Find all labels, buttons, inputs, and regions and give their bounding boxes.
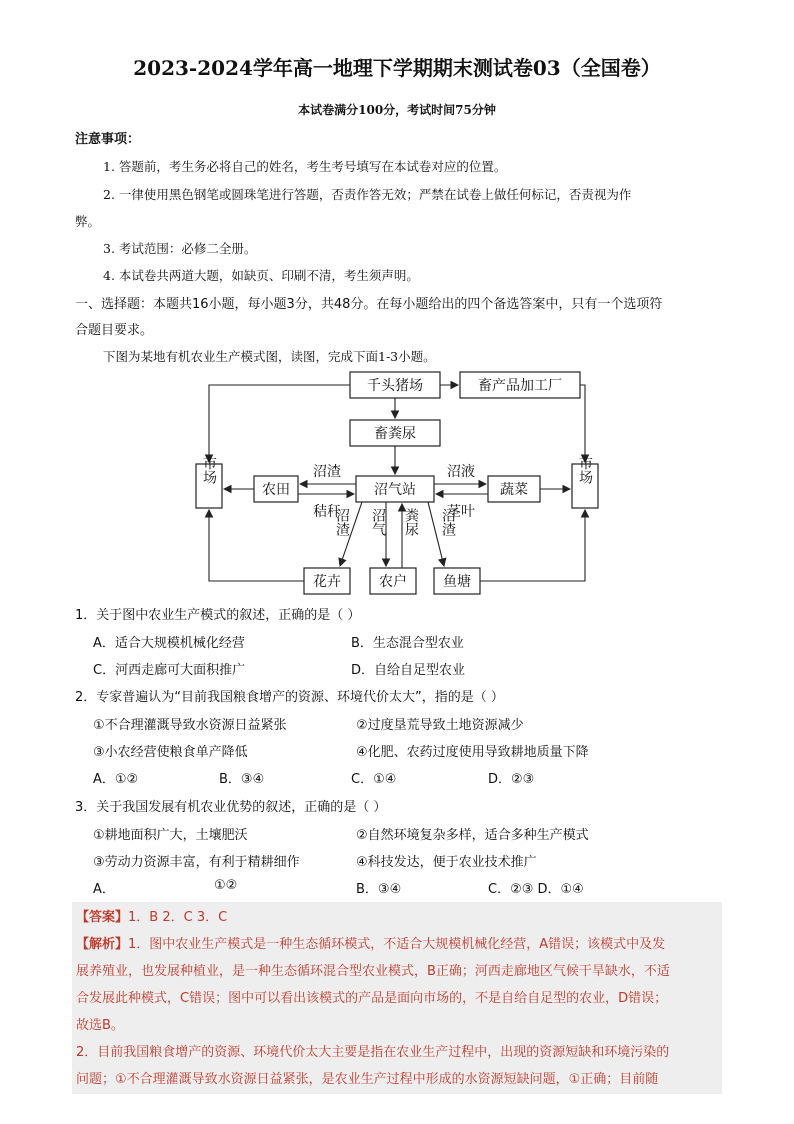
notice-item-4: 4. 本试卷共两道大题，如缺页、印刷不清，考生须声明。 <box>103 268 419 283</box>
section-heading-line2: 合题目要求。 <box>75 323 154 338</box>
label-flowers: 花卉 <box>313 574 341 590</box>
answer-line <box>76 906 227 925</box>
diagram-intro: 下图为某地有机农业生产模式图，读图，完成下面1-3小题。 <box>103 349 436 364</box>
question-3-option-a[interactable]: A． <box>93 882 115 897</box>
question-2-item-2: ②过度垦荒导致土地资源减少 <box>356 718 524 733</box>
question-1-option-a[interactable]: A．适合大规模机械化经营 <box>93 636 245 651</box>
question-2-option-a[interactable]: A．①② <box>93 772 139 787</box>
question-1-option-b[interactable]: B．生态混合型农业 <box>351 636 464 651</box>
label-market-right: 市场 <box>577 456 593 484</box>
notice-item-2-cont: 弊。 <box>75 214 101 229</box>
question-3-item-2: ②自然环境复杂多样，适合多种生产模式 <box>356 828 589 843</box>
question-2-item-3: ③小农经营使粮食单产降低 <box>93 745 248 760</box>
label-biogas-station: 沼气站 <box>374 482 416 498</box>
analysis-line-4: 故选B。 <box>76 1018 124 1033</box>
notice-heading: 注意事项： <box>75 132 141 147</box>
label-processing-factory: 畜产品加工厂 <box>478 378 562 394</box>
question-3-option-b[interactable]: B．③④ <box>356 882 402 897</box>
flow-label-zhaye: 沼液 <box>447 464 475 480</box>
answer-tag: 【答案】 <box>76 910 129 925</box>
question-2-item-1: ①不合理灌溉导致水资源日益紧张 <box>93 718 287 733</box>
question-3-item-3: ③劳动力资源丰富，有利于精耕细作 <box>93 855 300 870</box>
exam-subtitle: 本试卷满分100分，考试时间75分钟 <box>298 103 496 117</box>
page-title: 2023-2024学年高一地理下学期期末测试卷03（全国卷） <box>133 56 661 80</box>
question-3-stem: 3．关于我国发展有机农业优势的叙述，正确的是（ ） <box>75 800 387 815</box>
analysis-line-1 <box>76 933 665 952</box>
flow-label-fenniao: 粪尿 <box>403 508 419 536</box>
question-1-option-c[interactable]: C．河西走廊可大面积推广 <box>93 663 246 678</box>
question-2-option-d[interactable]: D．②③ <box>488 772 535 787</box>
flow-label-zhazha-down2: 沼渣 <box>440 508 456 536</box>
analysis-line-3: 合发展此种模式，C错误；图中可以看出该模式的产品是面向市场的，不是自给自足型的农业，D错误； <box>76 991 668 1006</box>
analysis-line-5: 2．目前我国粮食增产的资源、环境代价太大主要是指在农业生产过程中，出现的资源短缺和环境污染的 <box>76 1045 670 1060</box>
notice-item-3: 3. 考试范围：必修二全册。 <box>103 241 257 256</box>
analysis-line-6: 问题；①不合理灌溉导致水资源日益紧张，是农业生产过程中形成的水资源短缺问题，①正确；目前随 <box>76 1072 659 1087</box>
question-2-item-4: ④化肥、农药过度使用导致耕地质量下降 <box>356 745 589 760</box>
answer-text: 1．B 2．C 3．C <box>128 910 228 925</box>
notice-item-2: 2. 一律使用黑色钢笔或圆珠笔进行答题，否责作答无效；严禁在试卷上做任何标记，否责视为作 <box>103 187 632 202</box>
label-pig-farm: 千头猪场 <box>367 378 423 394</box>
flow-label-zhazha-left: 沼渣 <box>313 464 341 480</box>
analysis-text-1: 1．图中农业生产模式是一种生态循环模式，不适合大规模机械化经营，A错误；该模式中及发 <box>128 937 666 952</box>
notice-item-1: 1. 答题前，考生务必将自己的姓名，考生考号填写在本试卷对应的位置。 <box>103 159 507 174</box>
label-farmland: 农田 <box>262 482 290 498</box>
analysis-tag: 【解析】 <box>76 937 129 952</box>
label-vegetables: 蔬菜 <box>500 482 528 498</box>
flow-label-jiegan: 秸秆 <box>313 504 341 520</box>
section-heading-line1: 一、选择题：本题共16小题，每小题3分，共48分。在每小题给出的四个备选答案中，只有一个选项符 <box>75 297 663 312</box>
question-3-item-4: ④科技发达，便于农业技术推广 <box>356 855 537 870</box>
question-1-option-d[interactable]: D．自给自足型农业 <box>351 663 466 678</box>
farming-model-diagram <box>190 366 610 602</box>
question-3-item-1: ①耕地面积广大，土壤肥沃 <box>93 828 248 843</box>
analysis-line-2: 展养殖业，也发展种植业，是一种生态循环混合型农业模式，B正确；河西走廊地区气候干旱缺水，不适 <box>76 964 670 979</box>
question-2-option-c[interactable]: C．①④ <box>351 772 397 787</box>
question-2-stem: 2．专家普遍认为“目前我国粮食增产的资源、环境代价太大”，指的是（ ） <box>75 690 504 705</box>
label-household: 农户 <box>379 574 407 590</box>
label-manure: 畜粪尿 <box>374 426 416 442</box>
label-market-left: 市场 <box>201 456 217 484</box>
flow-label-jingye: 茎叶 <box>447 504 475 520</box>
question-1-stem: 1．关于图中农业生产模式的叙述，正确的是（ ） <box>75 608 361 623</box>
label-fishpond: 鱼塘 <box>443 574 471 590</box>
flow-label-zhaqi: 沼气 <box>370 508 386 536</box>
question-3-option-c-d[interactable]: C．②③ D．①④ <box>488 882 584 897</box>
flow-label-zhazha-down1: 沼渣 <box>334 508 350 536</box>
question-2-option-b[interactable]: B．③④ <box>219 772 265 787</box>
question-3-option-a-value: ①② <box>214 878 238 893</box>
